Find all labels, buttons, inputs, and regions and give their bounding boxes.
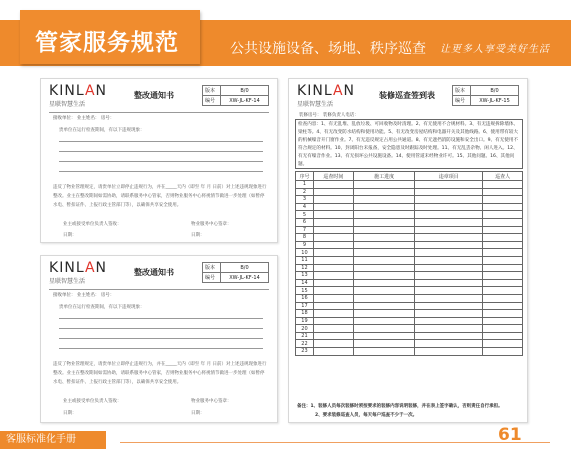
logo-wordmark: KINLAN <box>297 83 355 99</box>
table-row <box>296 287 523 295</box>
greeting: 贵单位在运行检查期间，有以下违规现象： <box>59 128 145 133</box>
table-cell <box>353 294 415 302</box>
sign-right: 物业服务中心签章： <box>191 222 232 227</box>
row-number: 12 <box>296 264 314 272</box>
table-cell <box>415 196 483 204</box>
row-number: 19 <box>296 317 314 325</box>
table-cell <box>415 272 483 280</box>
table-cell <box>353 211 415 219</box>
table-row <box>296 302 523 310</box>
row-number: 23 <box>296 348 314 356</box>
room-fields: 装修房号： 装修负责人电话： <box>299 113 359 118</box>
form-title: 整改通知书 <box>134 268 174 277</box>
table-row <box>296 188 523 196</box>
table-cell <box>483 188 523 196</box>
table-cell <box>483 272 523 280</box>
table-cell <box>483 196 523 204</box>
meta-version-label: 版本 <box>453 86 471 96</box>
table-cell <box>353 332 415 340</box>
table-cell <box>313 317 353 325</box>
row-number: 20 <box>296 325 314 333</box>
table-cell <box>415 211 483 219</box>
table-cell <box>415 279 483 287</box>
row-number: 21 <box>296 332 314 340</box>
col-header: 巡查时间 <box>313 172 353 181</box>
row-number: 11 <box>296 256 314 264</box>
table-cell <box>313 234 353 242</box>
table-cell <box>313 218 353 226</box>
meta-code-label: 编号 <box>203 273 221 283</box>
table-row <box>296 203 523 211</box>
row-number: 8 <box>296 234 314 242</box>
table-cell <box>415 317 483 325</box>
form-title: 整改通知书 <box>134 91 174 100</box>
table-cell <box>313 264 353 272</box>
table-cell <box>313 310 353 318</box>
row-number: 6 <box>296 218 314 226</box>
date-left: 日期： <box>63 233 77 238</box>
table-cell <box>415 294 483 302</box>
row-number: 9 <box>296 241 314 249</box>
table-cell <box>415 348 483 356</box>
table-row <box>296 264 523 272</box>
meta-version-value: B/0 <box>221 263 269 273</box>
patrol-form-card <box>288 78 528 423</box>
table-cell <box>313 348 353 356</box>
table-cell <box>415 203 483 211</box>
row-number: 22 <box>296 340 314 348</box>
row-number: 7 <box>296 226 314 234</box>
table-cell <box>415 256 483 264</box>
table-cell <box>415 234 483 242</box>
table-row <box>296 226 523 234</box>
note-1: 备注：1、装修人员每次装修时须按要求的装修内容说明装修，并在表上签字确认，否则责任自行承担。 <box>297 404 503 409</box>
table-cell <box>483 226 523 234</box>
blank-line <box>59 328 263 329</box>
notice-body: 违反了物业管理规定，请贵单位立即停止违规行为，并在_____天内（即至 年 月 日前）对上述违规现象进行整改。业主在整改期间如需协助，请联系服务中心管家，否则物业服务中心将视情节做进一步处理（如暂停水电、暂扣证件、上报行政主管部门等），以确保共享安全使用。 <box>53 185 267 208</box>
table-cell <box>483 340 523 348</box>
table-cell <box>353 348 415 356</box>
table-cell <box>415 249 483 257</box>
row-number: 15 <box>296 287 314 295</box>
table-row <box>296 279 523 287</box>
table-cell <box>353 272 415 280</box>
table-cell <box>313 340 353 348</box>
table-cell <box>415 181 483 189</box>
kinlan-logo <box>49 85 107 109</box>
meta-version-value: B/0 <box>221 86 269 96</box>
page-number: 61 <box>498 425 522 445</box>
table-cell <box>313 302 353 310</box>
sign-right: 物业服务中心签章： <box>191 399 232 404</box>
page-title: 管家服务规范 <box>35 30 179 56</box>
table-row <box>296 348 523 356</box>
notice-body: 违反了物业管理规定，请贵单位立即停止违规行为，并在_____天内（即至 年 月 日前）对上述违规现象进行整改。业主在整改期间如需协助，请联系服务中心管家，否则物业服务中心将视情节做进一步处理（如暂停水电、暂扣证件、上报行政主管部门等），以确保共享安全使用。 <box>53 362 267 385</box>
table-row <box>296 241 523 249</box>
table-cell <box>483 279 523 287</box>
divider <box>49 289 269 290</box>
table-row <box>296 234 523 242</box>
table-cell <box>483 325 523 333</box>
table-row <box>296 310 523 318</box>
kinlan-logo <box>49 262 107 286</box>
table-row <box>296 332 523 340</box>
table-cell <box>353 325 415 333</box>
table-cell <box>483 218 523 226</box>
blank-line <box>59 151 263 152</box>
note-2: 2、要求装修巡查人员，每天每户巡查不少于一次。 <box>315 413 418 418</box>
table-cell <box>415 340 483 348</box>
table-cell <box>415 226 483 234</box>
table-row <box>296 196 523 204</box>
blank-line <box>59 161 263 162</box>
blank-line <box>59 141 263 142</box>
table-cell <box>313 211 353 219</box>
table-cell <box>313 325 353 333</box>
table-cell <box>353 234 415 242</box>
table-row <box>296 218 523 226</box>
table-cell <box>483 317 523 325</box>
table-cell <box>483 264 523 272</box>
row-number: 14 <box>296 279 314 287</box>
col-header: 违章项目 <box>415 172 483 181</box>
logo-tagline: 星联智慧生活 <box>297 101 334 108</box>
table-cell <box>353 203 415 211</box>
blank-line <box>59 338 263 339</box>
table-cell <box>483 310 523 318</box>
table-cell <box>313 279 353 287</box>
sign-left: 业主或接受单位负责人签收： <box>63 399 122 404</box>
header-slogan: 让更多人享受美好生活 <box>440 44 550 55</box>
table-cell <box>313 332 353 340</box>
date-right: 日期： <box>191 233 205 238</box>
table-cell <box>353 340 415 348</box>
table-cell <box>415 332 483 340</box>
notice-card-top <box>40 78 278 243</box>
row-number: 4 <box>296 203 314 211</box>
table-cell <box>483 256 523 264</box>
table-cell <box>313 287 353 295</box>
meta-version-label: 版本 <box>203 86 221 96</box>
recipient-fields: 接收单位： 业主姓名： 房号： <box>53 293 115 298</box>
table-cell <box>353 264 415 272</box>
meta-code-label: 编号 <box>203 96 221 106</box>
table-cell <box>483 203 523 211</box>
sign-left: 业主或接受单位负责人签收： <box>63 222 122 227</box>
table-cell <box>313 241 353 249</box>
table-cell <box>353 196 415 204</box>
table-cell <box>415 218 483 226</box>
table-cell <box>353 181 415 189</box>
meta-code-value: XW-JL-KF-14 <box>221 273 269 283</box>
table-cell <box>353 188 415 196</box>
section-subtitle: 公共设施设备、场地、秩序巡查 <box>230 41 426 57</box>
table-cell <box>353 249 415 257</box>
table-row <box>296 181 523 189</box>
date-right: 日期： <box>191 411 205 416</box>
table-cell <box>313 294 353 302</box>
meta-version-value: B/0 <box>471 86 519 96</box>
table-cell <box>353 310 415 318</box>
table-row <box>296 249 523 257</box>
blank-line <box>59 318 263 319</box>
row-number: 3 <box>296 196 314 204</box>
table-cell <box>313 181 353 189</box>
table-cell <box>415 264 483 272</box>
table-cell <box>483 181 523 189</box>
logo-tagline: 星联智慧生活 <box>49 101 86 108</box>
table-row <box>296 272 523 280</box>
col-header: 施工进度 <box>353 172 415 181</box>
table-cell <box>483 234 523 242</box>
table-cell <box>313 226 353 234</box>
table-cell <box>483 287 523 295</box>
row-number: 16 <box>296 294 314 302</box>
table-cell <box>415 241 483 249</box>
table-cell <box>353 287 415 295</box>
table-cell <box>353 218 415 226</box>
table-cell <box>353 226 415 234</box>
notice-card-bottom <box>40 255 278 423</box>
kinlan-logo <box>297 85 355 109</box>
row-number: 10 <box>296 249 314 257</box>
table-cell <box>415 287 483 295</box>
patrol-table <box>295 171 523 356</box>
table-cell <box>483 294 523 302</box>
blank-line <box>59 348 263 349</box>
row-number: 18 <box>296 310 314 318</box>
greeting: 贵单位在运行检查期间，有以下违规现象： <box>59 305 145 310</box>
row-number: 1 <box>296 181 314 189</box>
inspection-content: 检查内容：1、有无乱堆、乱放垃圾、可回收物及时清理。2、有无使用不合规材料。3、有无违规拆除墙体、梁柱等。4、有无改变防水结构和使用功能。5、有无改变房屋结构和电器开关及其他线路。6、使用带有较大的机械噪音开门窗作业。7、有无违反规定占用公共通道。8、有无遮挡消防设施和安全出口。9、有无使用不符合规定的材料。10、封闭阳台未报备，安全隐患及时跟踪及时处理。11、有无乱丢杂物、闲人进入。12、有无有噪音作业。13、有无损坏公共设施设备。14、使用管道未经物业许可。15、其他问题。16、其他问题。 <box>295 119 523 169</box>
table-cell <box>353 279 415 287</box>
col-header: 巡查人 <box>483 172 523 181</box>
table-cell <box>483 332 523 340</box>
table-cell <box>313 249 353 257</box>
table-cell <box>313 188 353 196</box>
table-row <box>296 340 523 348</box>
table-cell <box>415 302 483 310</box>
recipient-fields: 接收单位： 业主姓名： 房号： <box>53 116 115 121</box>
table-cell <box>483 302 523 310</box>
table-row <box>296 256 523 264</box>
row-number: 13 <box>296 272 314 280</box>
form-meta-table <box>452 85 519 106</box>
table-cell <box>353 256 415 264</box>
divider <box>49 112 269 113</box>
meta-code-value: XW-JL-KF-15 <box>471 96 519 106</box>
meta-code-value: XW-JL-KF-14 <box>221 96 269 106</box>
manual-label: 客服标准化手册 <box>0 431 106 449</box>
meta-version-label: 版本 <box>203 263 221 273</box>
table-cell <box>353 317 415 325</box>
table-cell <box>415 325 483 333</box>
table-cell <box>313 196 353 204</box>
table-cell <box>483 241 523 249</box>
row-number: 2 <box>296 188 314 196</box>
logo-wordmark: KINLAN <box>49 260 107 276</box>
table-cell <box>313 256 353 264</box>
form-meta-table <box>202 85 269 106</box>
table-cell <box>313 203 353 211</box>
table-cell <box>483 348 523 356</box>
meta-code-label: 编号 <box>453 96 471 106</box>
table-cell <box>483 211 523 219</box>
table-cell <box>313 272 353 280</box>
date-left: 日期： <box>63 411 77 416</box>
row-number: 17 <box>296 302 314 310</box>
form-meta-table <box>202 262 269 283</box>
table-cell <box>353 241 415 249</box>
logo-wordmark: KINLAN <box>49 83 107 99</box>
table-cell <box>415 188 483 196</box>
col-header: 序号 <box>296 172 314 181</box>
table-row <box>296 211 523 219</box>
logo-tagline: 星联智慧生活 <box>49 278 86 285</box>
table-row <box>296 317 523 325</box>
form-title: 装修巡查签到表 <box>379 91 435 100</box>
table-cell <box>353 302 415 310</box>
footer-rule <box>120 442 550 443</box>
table-cell <box>415 310 483 318</box>
table-row <box>296 294 523 302</box>
blank-line <box>59 171 263 172</box>
row-number: 5 <box>296 211 314 219</box>
table-row <box>296 325 523 333</box>
table-cell <box>483 249 523 257</box>
